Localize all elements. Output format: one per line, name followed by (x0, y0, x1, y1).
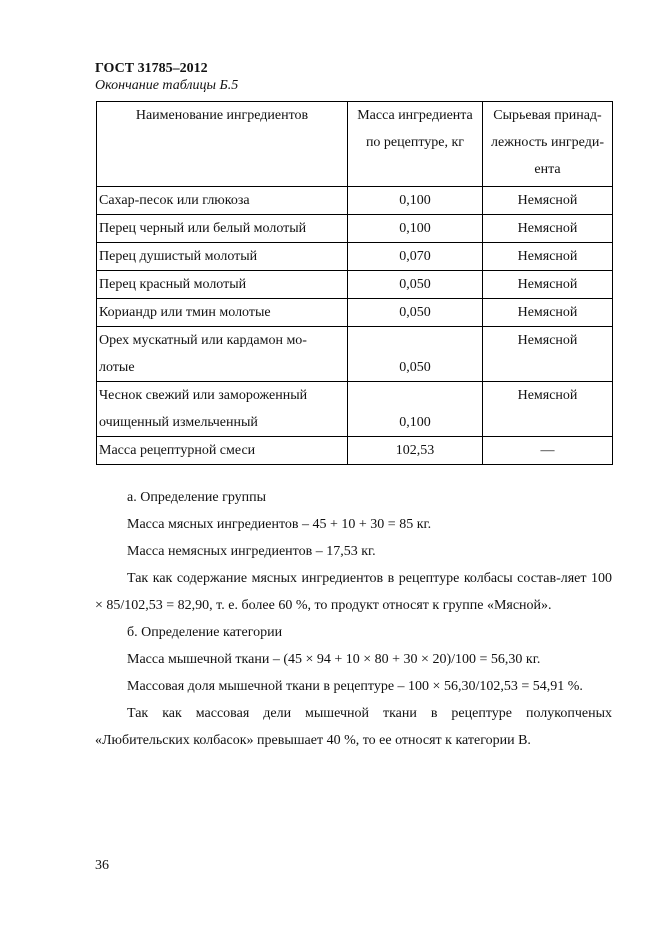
total-label: Масса рецептурной смеси (97, 437, 348, 465)
ingredient-mass: 0,050 (348, 327, 483, 382)
ingredient-category: Немясной (483, 382, 613, 437)
table-row (97, 271, 613, 299)
group-conclusion: Так как содержание мясных ингредиентов в рецептуре колбасы состав-ляет 100 × 85/102,53 = 82,90, т. е. более 60 %, то продукт относят к группе «Мясной». (95, 571, 612, 613)
body-text (95, 484, 612, 754)
ingredient-category: Немясной (483, 215, 613, 243)
header-ingredient-mass: Масса ингредиента по рецептуре, кг (348, 102, 483, 187)
category-conclusion: Так как массовая дели мышечной ткани в рецептуре полукопченых «Любительских колбасок» превышает 40 %, то ее относят к категории В. (95, 706, 612, 748)
ingredient-name: Перец черный или белый молотый (97, 215, 348, 243)
total-category: — (483, 437, 613, 465)
muscle-share-line: Массовая доля мышечной ткани в рецептуре – 100 × 56,30/102,53 = 54,91 %. (127, 679, 583, 694)
non-meat-mass-line: Масса немясных ингредиентов – 17,53 кг. (127, 544, 376, 559)
group-heading: а. Определение группы (127, 490, 267, 505)
ingredient-mass: 0,070 (348, 243, 483, 271)
table-row (97, 299, 613, 327)
ingredient-category: Немясной (483, 243, 613, 271)
page-number: 36 (95, 858, 109, 873)
ingredient-name: Чеснок свежий или замороженный очищенный измельченный (97, 382, 348, 437)
ingredient-mass: 0,100 (348, 215, 483, 243)
ingredient-mass: 0,100 (348, 187, 483, 215)
header-ingredient-name: Наименование ингредиентов (97, 102, 348, 187)
ingredient-name: Сахар-песок или глюкоза (97, 187, 348, 215)
ingredient-name: Кориандр или тмин молотые (97, 299, 348, 327)
ingredients-table (96, 101, 613, 465)
ingredient-mass: 0,050 (348, 299, 483, 327)
table-total-row (97, 437, 613, 465)
ingredient-name: Перец душистый молотый (97, 243, 348, 271)
ingredient-mass: 0,100 (348, 382, 483, 437)
ingredient-mass: 0,050 (348, 271, 483, 299)
header-raw-material-category: Сырьевая принад- лежность ингреди- ента (483, 102, 613, 187)
category-heading: б. Определение категории (127, 625, 283, 640)
table-row (97, 327, 613, 382)
ingredient-category: Немясной (483, 327, 613, 382)
table-row (97, 382, 613, 437)
standard-code: ГОСТ 31785–2012 (95, 61, 208, 76)
total-mass: 102,53 (348, 437, 483, 465)
table-continuation-title: Окончание таблицы Б.5 (95, 78, 239, 93)
ingredient-name: Орех мускатный или кардамон мо- лотые (97, 327, 348, 382)
table-row (97, 243, 613, 271)
ingredient-category: Немясной (483, 187, 613, 215)
table-row (97, 215, 613, 243)
meat-mass-line: Масса мясных ингредиентов – 45 + 10 + 30 = 85 кг. (127, 517, 432, 532)
ingredient-category: Немясной (483, 271, 613, 299)
table-row (97, 187, 613, 215)
ingredient-category: Немясной (483, 299, 613, 327)
muscle-tissue-mass-line: Масса мышечной ткани – (45 × 94 + 10 × 80 + 30 × 20)/100 = 56,30 кг. (127, 652, 541, 667)
ingredient-name: Перец красный молотый (97, 271, 348, 299)
